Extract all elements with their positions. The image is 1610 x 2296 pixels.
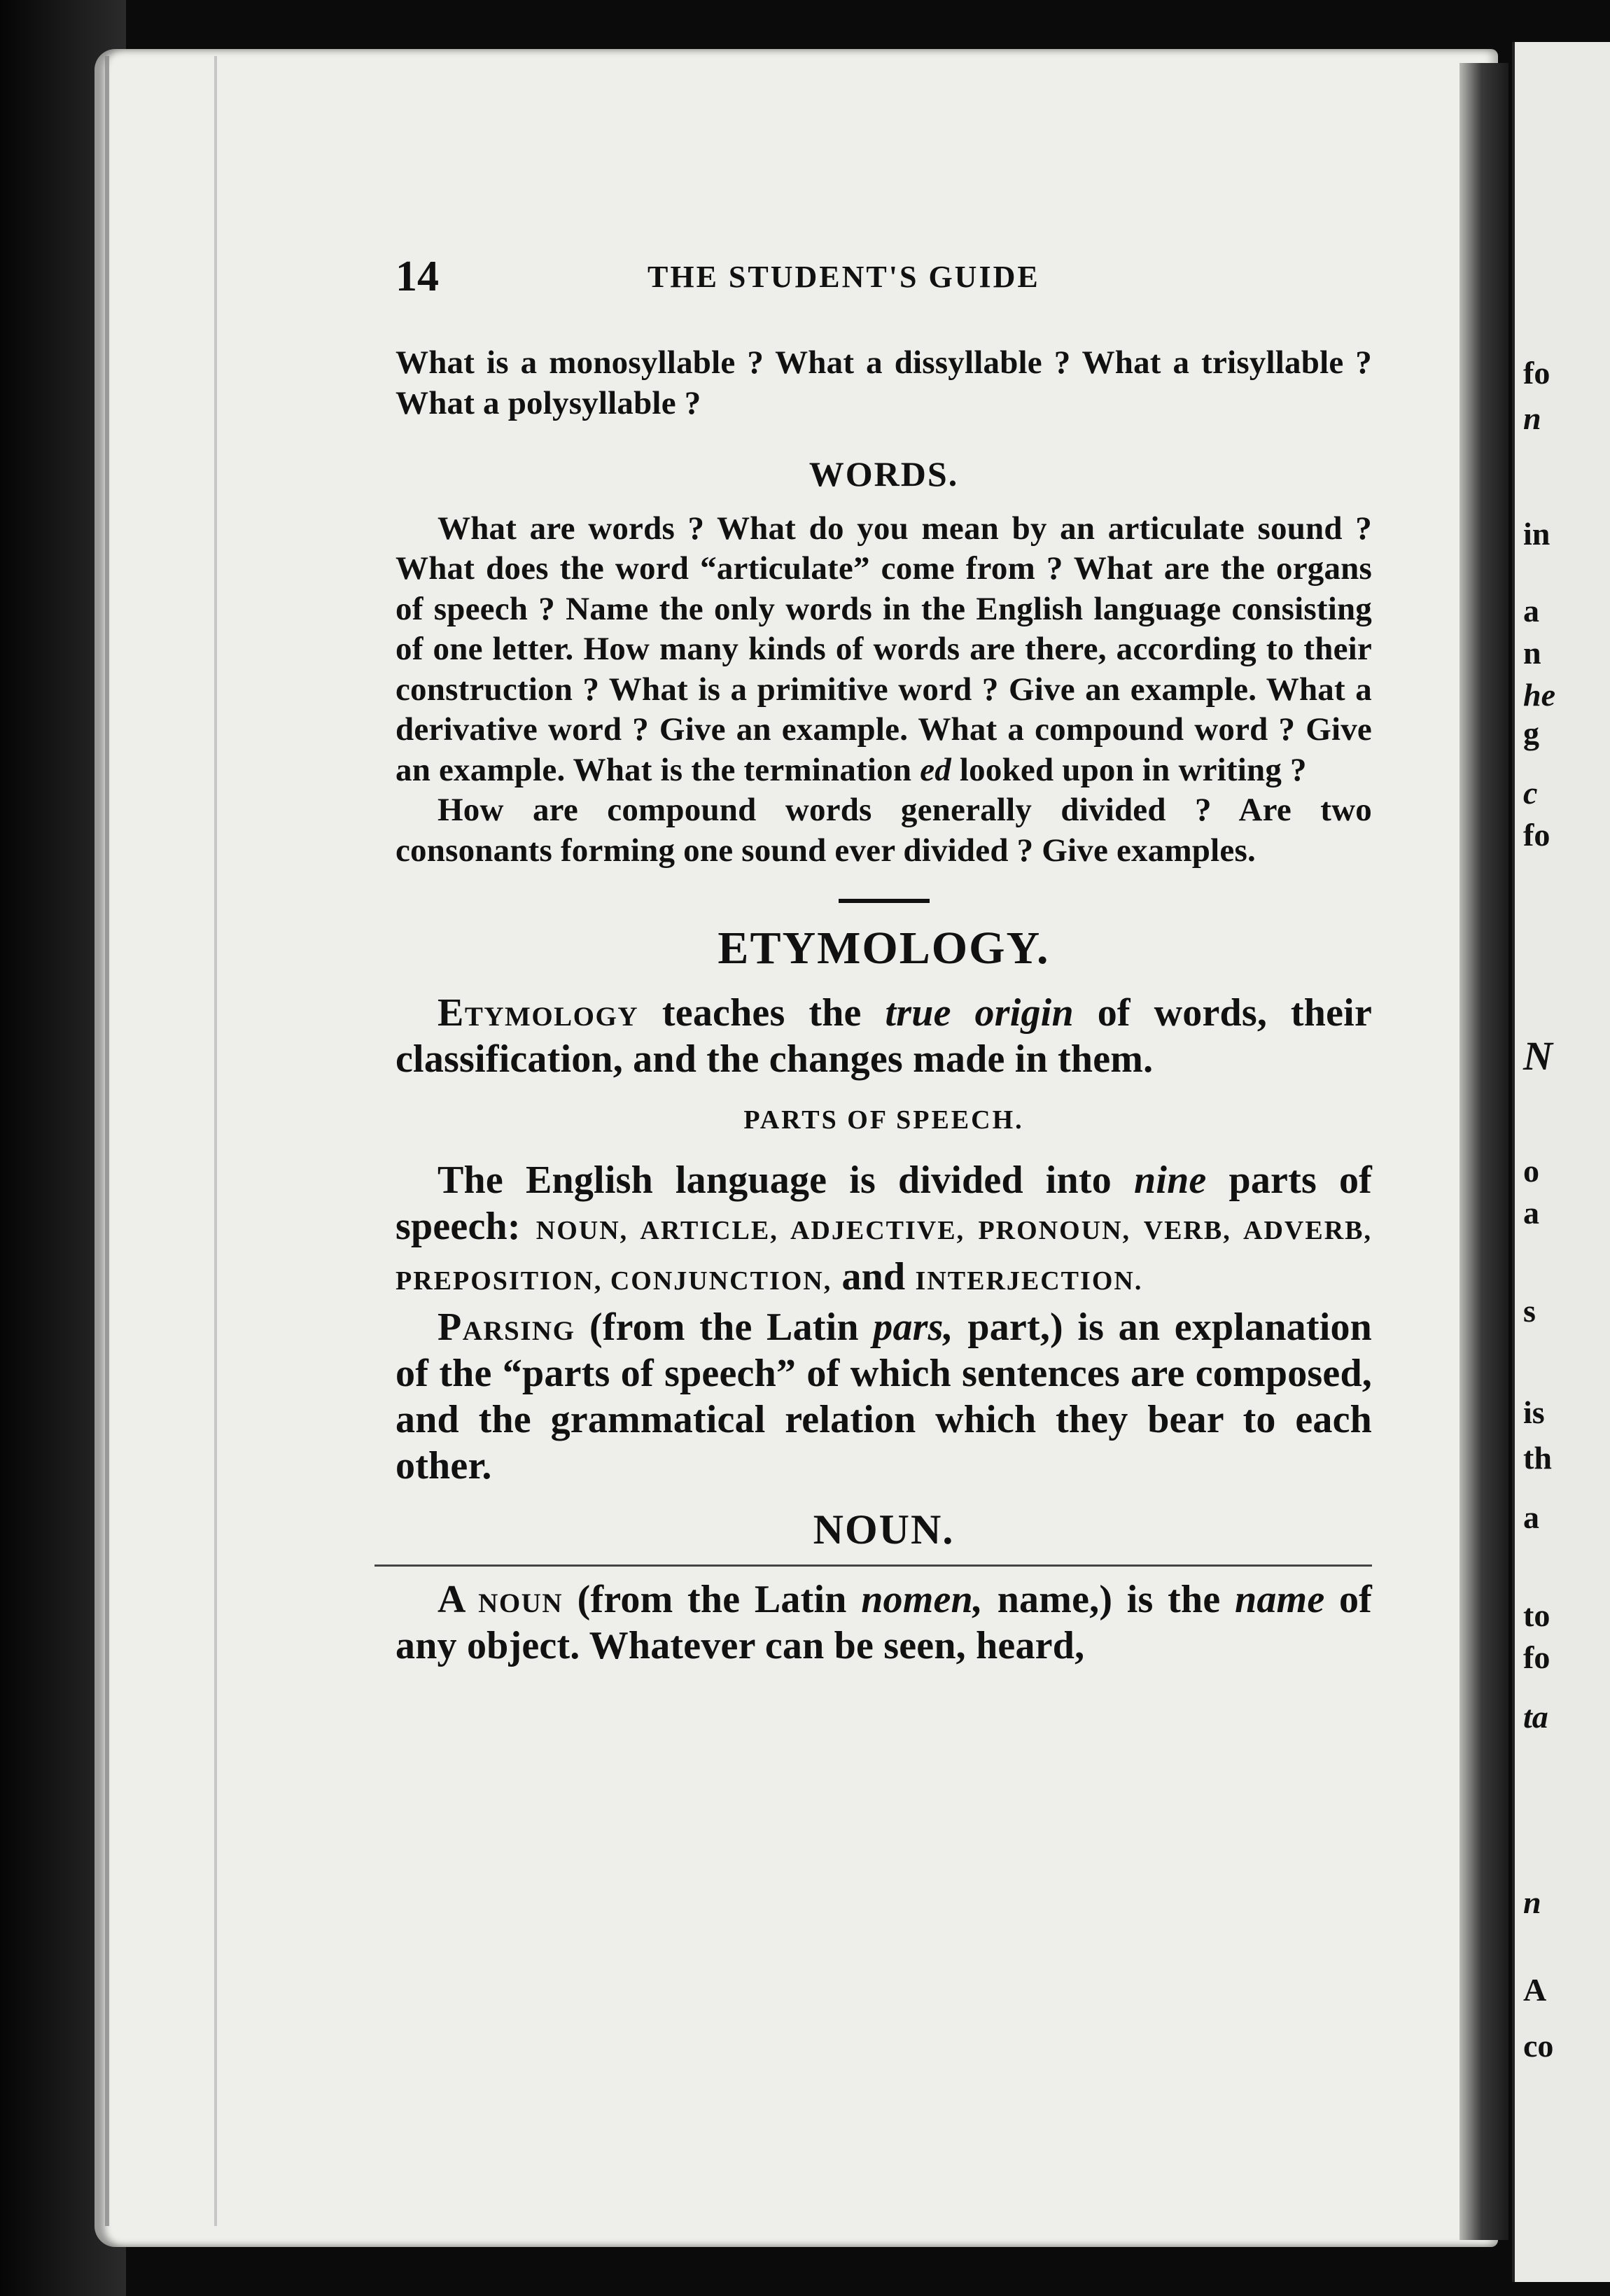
noun-term: noun <box>478 1577 564 1621</box>
noun-def-b: name,) is the <box>997 1577 1221 1621</box>
facing-page-text: o <box>1523 1153 1539 1189</box>
intro-questions: What is a monosyllable ? What a dissyllable ? What a trisyllable ? What a polysyllable ? <box>396 344 1372 421</box>
termination-ed: ed <box>920 751 951 788</box>
facing-page-text: A <box>1523 1972 1547 2008</box>
noun-def-a: (from the Latin <box>577 1577 847 1621</box>
etymology-def-italic: true origin <box>885 990 1074 1035</box>
facing-page-text: g <box>1523 715 1539 751</box>
words-paragraph-1-end: looked upon in writing ? <box>959 751 1307 788</box>
parts-nine: nine <box>1133 1158 1207 1202</box>
page-header <box>396 252 1372 301</box>
parsing-pars: pars, <box>873 1306 953 1349</box>
gutter-shadow <box>1460 63 1508 2240</box>
facing-page-fragment <box>1512 42 1610 2282</box>
words-paragraph-1-text: What are words ? What do you mean by an articulate sound ? What does the word “articulate” come from ? What are the organs of speech ? Name the only words in the English language consisting of one letter. How many kinds of words are there, according to their construction ? What is a primitive word ? Give an example. What a derivative word ? Give an example. What a compound word ? Give an example. What is the termination <box>396 510 1372 788</box>
parts-list: NOUN, ARTICLE, ADJECTIVE, PRONOUN, VERB, ADVERB, PREPOSITION, CONJUNCTION, <box>396 1216 1373 1296</box>
noun-definition <box>396 1576 1372 1669</box>
section-heading-noun: NOUN. <box>813 1506 955 1553</box>
parts-list-last: INTERJECTION. <box>915 1266 1143 1296</box>
facing-page-text: a <box>1523 1499 1539 1535</box>
words-paragraph-2: How are compound words generally divided ? Are two consonants forming one sound ever divided ? Give examples. <box>396 792 1372 869</box>
facing-page-text: n <box>1523 635 1541 671</box>
facing-page-text: N <box>1523 1033 1553 1079</box>
section-heading-parts-of-speech: PARTS OF SPEECH. <box>743 1105 1024 1135</box>
etymology-definition <box>396 990 1372 1082</box>
facing-page-text: c <box>1523 775 1538 811</box>
noun-lead: A <box>438 1577 464 1621</box>
parts-paragraph <box>396 1157 1372 1304</box>
parsing-text-a: (from the Latin <box>589 1306 859 1349</box>
facing-page-text: to <box>1523 1597 1550 1633</box>
facing-page-text: fo <box>1523 355 1550 391</box>
page-number: 14 <box>396 253 439 300</box>
parsing-paragraph <box>396 1304 1372 1489</box>
section-divider <box>839 899 930 903</box>
noun-rule <box>374 1564 1372 1567</box>
parts-text-a: The English language is divided into <box>438 1158 1112 1202</box>
running-head: THE STUDENT'S GUIDE <box>648 260 1040 294</box>
facing-page-text: th <box>1523 1440 1552 1476</box>
facing-page-text: n <box>1523 400 1541 436</box>
section-heading-etymology: ETYMOLOGY. <box>718 923 1050 974</box>
page-binding-edge <box>105 56 217 2226</box>
facing-page-text: s <box>1523 1293 1536 1329</box>
facing-page-text: co <box>1523 2028 1554 2064</box>
etymology-term: Etymology <box>438 990 639 1035</box>
facing-page-text: a <box>1523 1195 1539 1231</box>
parts-and: and <box>841 1255 906 1298</box>
noun-def-italic-1: nomen, <box>861 1577 983 1621</box>
section-heading-words: WORDS. <box>808 454 959 493</box>
facing-page-text: ta <box>1523 1699 1548 1735</box>
facing-page-text: in <box>1523 516 1550 552</box>
parts-text-b: parts of speech: <box>396 1158 1372 1248</box>
facing-page-text: is <box>1523 1394 1545 1430</box>
facing-page-text: he <box>1523 677 1555 713</box>
noun-def-c: of any object. Whatever can be seen, heard, <box>396 1577 1373 1667</box>
words-paragraph-1 <box>396 509 1372 791</box>
page-body <box>396 343 1372 1669</box>
etymology-def-b: of words, their classification, and the changes made in them. <box>396 990 1372 1081</box>
facing-page-text: a <box>1523 593 1539 629</box>
facing-page-text: fo <box>1523 817 1550 853</box>
parsing-term: Parsing <box>438 1306 575 1349</box>
noun-def-italic-2: name <box>1235 1577 1325 1621</box>
etymology-def-a: teaches the <box>662 990 862 1035</box>
facing-page-text: fo <box>1523 1639 1550 1675</box>
facing-page-text: n <box>1523 1884 1541 1920</box>
parsing-text-b: part,) is an explanation of the “parts of speech” of which sentences are composed, and the grammatical relation which they bear to each other. <box>396 1306 1373 1488</box>
